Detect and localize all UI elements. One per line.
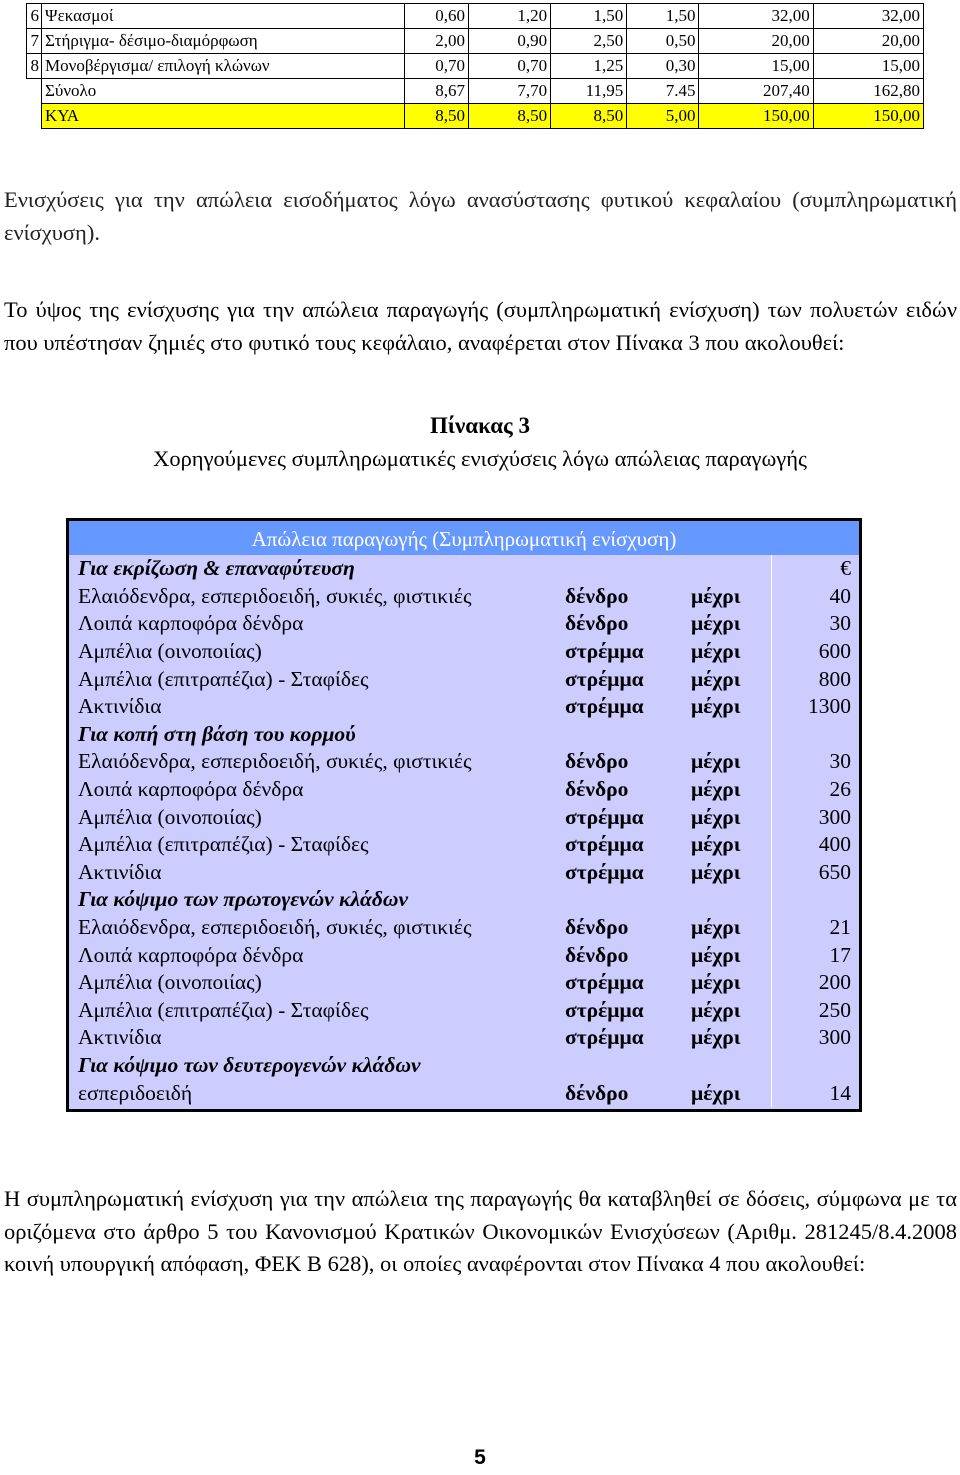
aid-item-name: Αμπέλια (οινοποιίας) (78, 639, 262, 664)
row-index: 8 (27, 54, 42, 79)
aid-item-row (69, 914, 859, 942)
aid-unit: δένδρο (565, 583, 629, 608)
aid-item-row (69, 693, 859, 721)
aid-item-row (69, 748, 859, 776)
aid-table-body (69, 555, 859, 1107)
aid-item-row (69, 997, 859, 1025)
table3-subtitle: Χορηγούμενες συμπληρωματικές ενισχύσεις λόγω απώλειας παραγωγής (153, 446, 807, 471)
aid-unit: στρέμμα (565, 970, 644, 995)
aid-unit: στρέμμα (565, 804, 644, 829)
aid-unit: στρέμμα (565, 694, 644, 719)
row-value: 1,25 (551, 54, 627, 79)
aid-amount (771, 721, 859, 749)
aid-amount: 300 (771, 803, 859, 831)
cost-table-body (27, 4, 924, 129)
aid-item-name: Για κοπή στη βάση του κορμού (78, 721, 356, 746)
row-value: 150,00 (813, 104, 923, 129)
aid-limit-label (691, 555, 771, 583)
aid-amount: 17 (771, 941, 859, 969)
aid-table-grid (69, 555, 859, 1107)
aid-amount: 30 (771, 610, 859, 638)
aid-item-name: Ακτινίδια (78, 694, 162, 719)
row-value: 8,50 (404, 104, 468, 129)
row-label: Στήριγμα- δέσιμο-διαμόρφωση (42, 29, 405, 54)
aid-limit-label: μέχρι (691, 666, 741, 691)
aid-unit: στρέμμα (565, 666, 644, 691)
aid-item-row (69, 776, 859, 804)
aid-unit: στρέμμα (565, 859, 644, 884)
row-value: 8,50 (551, 104, 627, 129)
cost-table (26, 3, 924, 129)
row-index: 7 (27, 29, 42, 54)
row-label: ΚΥΑ (42, 104, 405, 129)
aid-amount (771, 886, 859, 914)
aid-amount: 14 (771, 1079, 859, 1107)
row-value: 1,20 (468, 4, 550, 29)
aid-amount (771, 1052, 859, 1080)
aid-item-name: Αμπέλια (επιτραπέζια) - Σταφίδες (78, 997, 369, 1022)
cost-table-row (27, 29, 924, 54)
row-value: 1,50 (627, 4, 699, 29)
row-index (27, 104, 42, 129)
row-value: 2,50 (551, 29, 627, 54)
aid-section-row (69, 886, 859, 914)
aid-limit-label: μέχρι (691, 832, 741, 857)
row-value: 0,70 (404, 54, 468, 79)
aid-limit-label: μέχρι (691, 859, 741, 884)
row-label: Μονοβέργισμα/ επιλογή κλώνων (42, 54, 405, 79)
aid-amount: 21 (771, 914, 859, 942)
aid-unit: δένδρο (565, 777, 629, 802)
row-value: 162,80 (813, 79, 923, 104)
row-value: 0,30 (627, 54, 699, 79)
aid-item-name: Ακτινίδια (78, 1025, 162, 1050)
aid-unit: στρέμμα (565, 639, 644, 664)
aid-unit (565, 1052, 691, 1080)
row-index: 6 (27, 4, 42, 29)
aid-amount: 26 (771, 776, 859, 804)
table3-title: Πίνακας 3 (429, 413, 531, 438)
aid-item-row (69, 638, 859, 666)
aid-limit-label: μέχρι (691, 611, 741, 636)
aid-limit-label (691, 1052, 771, 1080)
page-number: 5 (474, 1446, 486, 1469)
aid-unit: δένδρο (565, 611, 629, 636)
aid-item-name: Λοιπά καρποφόρα δένδρα (78, 942, 304, 967)
aid-table-header: Απώλεια παραγωγής (Συμπληρωματική ενίσχυση) (69, 521, 859, 555)
aid-limit-label: μέχρι (691, 583, 741, 608)
aid-amount: 250 (771, 997, 859, 1025)
aid-item-name: εσπεριδοειδή (78, 1080, 193, 1105)
row-label: Σύνολο (42, 79, 405, 104)
aid-amount: 650 (771, 859, 859, 887)
cost-table-row (27, 4, 924, 29)
aid-amount: 300 (771, 1024, 859, 1052)
aid-section-row (69, 721, 859, 749)
aid-unit (565, 555, 691, 583)
aid-unit: δένδρο (565, 915, 629, 940)
row-value: 0,90 (468, 29, 550, 54)
row-value: 20,00 (699, 29, 813, 54)
aid-limit-label: μέχρι (691, 694, 741, 719)
intro-paragraph: Το ύψος της ενίσχυσης για την απώλεια παραγωγής (συμπληρωματική ενίσχυση) των πολυετών ειδών που υπέστησαν ζημιές στο φυτικό τους κεφάλαιο, αναφέρεται στον Πίνακα 3 που ακολουθεί: (4, 297, 957, 355)
aid-item-name: Αμπέλια (επιτραπέζια) - Σταφίδες (78, 666, 369, 691)
row-value: 150,00 (699, 104, 813, 129)
aid-amount: 1300 (771, 693, 859, 721)
aid-limit-label: μέχρι (691, 915, 741, 940)
aid-item-row (69, 969, 859, 997)
aid-item-name: Για κόψιμο των δευτερογενών κλάδων (78, 1052, 421, 1077)
row-value: 0,70 (468, 54, 550, 79)
aid-unit: δένδρο (565, 1080, 629, 1105)
aid-item-row (69, 831, 859, 859)
aid-limit-label: μέχρι (691, 749, 741, 774)
aid-amount: 600 (771, 638, 859, 666)
row-value: 207,40 (699, 79, 813, 104)
aid-section-row (69, 1052, 859, 1080)
aid-amount: 30 (771, 748, 859, 776)
aid-item-row (69, 665, 859, 693)
aid-section-row (69, 555, 859, 583)
row-value: 0,60 (404, 4, 468, 29)
aid-unit: δένδρο (565, 942, 629, 967)
row-value: 15,00 (813, 54, 923, 79)
row-label: Ψεκασμοί (42, 4, 405, 29)
aid-item-name: Ελαιόδενδρα, εσπεριδοειδή, συκιές, φιστικιές (78, 749, 472, 774)
aid-unit: στρέμμα (565, 997, 644, 1022)
aid-limit-label: μέχρι (691, 1080, 741, 1105)
aid-amount: 800 (771, 665, 859, 693)
row-value: 11,95 (551, 79, 627, 104)
aid-unit: στρέμμα (565, 1025, 644, 1050)
row-value: 2,00 (404, 29, 468, 54)
row-value: 0,50 (627, 29, 699, 54)
aid-item-row (69, 1079, 859, 1107)
aid-item-name: Αμπέλια (οινοποιίας) (78, 970, 262, 995)
aid-limit-label: μέχρι (691, 1025, 741, 1050)
aid-table (66, 518, 862, 1112)
aid-amount: € (771, 555, 859, 583)
aid-item-row (69, 1024, 859, 1052)
aid-limit-label: μέχρι (691, 777, 741, 802)
aid-limit-label: μέχρι (691, 639, 741, 664)
closing-paragraph: Η συμπληρωματική ενίσχυση για την απώλεια της παραγωγής θα καταβληθεί σε δόσεις, σύμφωνα με τα οριζόμενα στο άρθρο 5 του Κανονισμού Κρατικών Οικονομικών Ενισχύσεων (Αριθμ. 281245/8.4.2008 κοινή υπουργική απόφαση, ΦΕΚ Β 628), οι οποίες αναφέρονται στον Πίνακα 4 που ακολουθεί: (4, 1186, 957, 1276)
aid-item-name: Για εκρίζωση & επαναφύτευση (78, 556, 355, 581)
aid-item-name: Αμπέλια (επιτραπέζια) - Σταφίδες (78, 832, 369, 857)
aid-unit (565, 886, 691, 914)
aid-limit-label (691, 721, 771, 749)
aid-item-name: Για κόψιμο των πρωτογενών κλάδων (78, 887, 409, 912)
aid-amount: 200 (771, 969, 859, 997)
row-value: 7.45 (627, 79, 699, 104)
aid-limit-label: μέχρι (691, 970, 741, 995)
row-value: 20,00 (813, 29, 923, 54)
row-value: 8,50 (468, 104, 550, 129)
aid-amount: 400 (771, 831, 859, 859)
aid-unit: δένδρο (565, 749, 629, 774)
aid-item-row (69, 610, 859, 638)
row-value: 15,00 (699, 54, 813, 79)
aid-item-row (69, 583, 859, 611)
row-value: 5,00 (627, 104, 699, 129)
aid-unit: στρέμμα (565, 832, 644, 857)
aid-item-name: Ελαιόδενδρα, εσπεριδοειδή, συκιές, φιστικιές (78, 583, 472, 608)
row-value: 1,50 (551, 4, 627, 29)
aid-item-row (69, 803, 859, 831)
aid-item-row (69, 859, 859, 887)
row-value: 32,00 (699, 4, 813, 29)
row-value: 32,00 (813, 4, 923, 29)
aid-limit-label: μέχρι (691, 942, 741, 967)
aid-unit (565, 721, 691, 749)
aid-item-name: Ακτινίδια (78, 859, 162, 884)
cost-table-row (27, 104, 924, 129)
row-value: 8,67 (404, 79, 468, 104)
aid-item-name: Λοιπά καρποφόρα δένδρα (78, 611, 304, 636)
aid-item-name: Λοιπά καρποφόρα δένδρα (78, 777, 304, 802)
aid-item-name: Αμπέλια (οινοποιίας) (78, 804, 262, 829)
cost-table-row (27, 79, 924, 104)
aid-limit-label: μέχρι (691, 997, 741, 1022)
aid-limit-label: μέχρι (691, 804, 741, 829)
section-heading-paragraph: Ενισχύσεις για την απώλεια εισοδήματος λόγω ανασύστασης φυτικού κεφαλαίου (συμπληρωματική ενίσχυση). (4, 187, 957, 245)
aid-item-name: Ελαιόδενδρα, εσπεριδοειδή, συκιές, φιστικιές (78, 915, 472, 940)
aid-item-row (69, 941, 859, 969)
cost-table-row (27, 54, 924, 79)
row-value: 7,70 (468, 79, 550, 104)
row-index (27, 79, 42, 104)
aid-amount: 40 (771, 583, 859, 611)
aid-limit-label (691, 886, 771, 914)
